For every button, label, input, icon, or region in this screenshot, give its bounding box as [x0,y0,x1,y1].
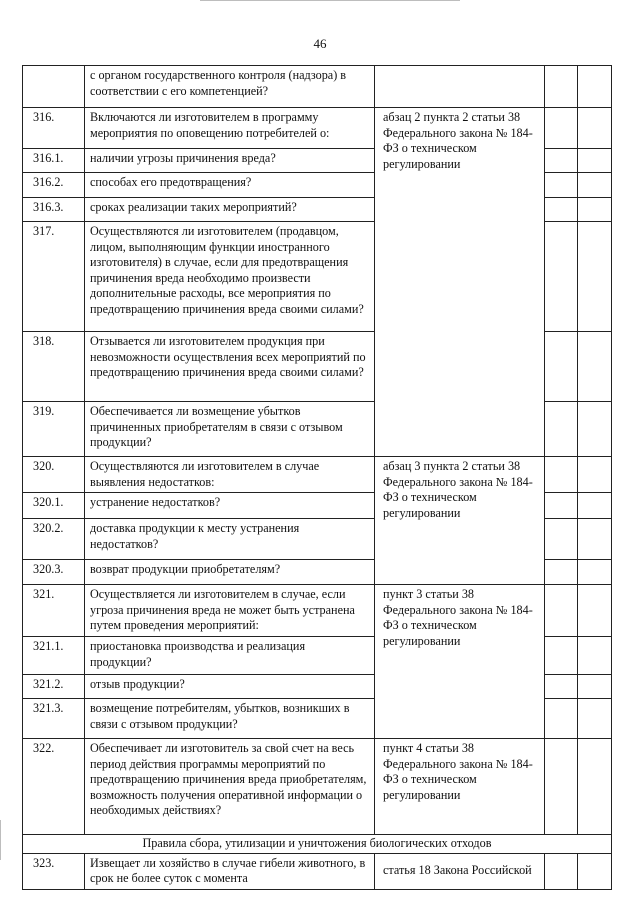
row-question: возмещение потребителям, убытков, возникших в связи с отзывом продукции? [85,698,375,738]
answer-cell-yes[interactable] [545,66,578,108]
answer-cell-no[interactable] [578,853,612,889]
answer-cell-no[interactable] [578,738,612,834]
checklist-table [22,65,612,890]
row-question: способах его предотвращения? [85,173,375,198]
answer-cell-yes[interactable] [545,149,578,173]
answer-cell-no[interactable] [578,198,612,222]
answer-cell-yes[interactable] [545,636,578,674]
answer-cell-no[interactable] [578,585,612,637]
row-number: 321. [23,585,85,637]
answer-cell-no[interactable] [578,560,612,585]
row-question: Включаются ли изготовителем в программу мероприятия по оповещению потребителей о: [85,108,375,149]
answer-cell-yes[interactable] [545,560,578,585]
row-number: 322. [23,738,85,834]
answer-cell-yes[interactable] [545,674,578,698]
answer-cell-yes[interactable] [545,457,578,493]
answer-cell-no[interactable] [578,519,612,560]
answer-cell-no[interactable] [578,149,612,173]
table-row [23,108,612,149]
answer-cell-yes[interactable] [545,222,578,332]
row-question: возврат продукции приобретателям? [85,560,375,585]
scan-artifact-left [0,820,1,860]
answer-cell-yes[interactable] [545,493,578,519]
row-question: Осуществляются ли изготовителем в случае выявления недостатков: [85,457,375,493]
answer-cell-no[interactable] [578,698,612,738]
scan-artifact-top [200,0,460,1]
answer-cell-yes[interactable] [545,402,578,457]
table-row [23,457,612,493]
answer-cell-yes[interactable] [545,332,578,402]
row-number: 320.3. [23,560,85,585]
answer-cell-yes[interactable] [545,198,578,222]
row-number: 320.2. [23,519,85,560]
row-number: 320.1. [23,493,85,519]
answer-cell-yes[interactable] [545,738,578,834]
answer-cell-yes[interactable] [545,173,578,198]
answer-cell-yes[interactable] [545,585,578,637]
row-question: приостановка производства и реализация продукции? [85,636,375,674]
row-number: 316.2. [23,173,85,198]
row-question: Осуществляется ли изготовителем в случае, если угроза причинения вреда не может быть устранена путем проведения мероприятий: [85,585,375,637]
row-question: Обеспечивает ли изготовитель за свой счет на весь период действия программы мероприятий по предотвращению причинения вреда приобретателям, возможность получения оперативной информации о необходимых действиях? [85,738,375,834]
row-number: 320. [23,457,85,493]
section-header-row [23,834,612,853]
row-number: 316.1. [23,149,85,173]
row-question: отзыв продукции? [85,674,375,698]
row-question: доставка продукции к месту устранения недостатков? [85,519,375,560]
row-number: 319. [23,402,85,457]
row-question: Обеспечивается ли возмещение убытков причиненных приобретателям в связи с отзывом продукции? [85,402,375,457]
row-number [23,66,85,108]
answer-cell-yes[interactable] [545,853,578,889]
row-number: 323. [23,853,85,889]
row-legal-reference: пункт 4 статьи 38 Федерального закона № 184-ФЗ о техническом регулировании [375,738,545,834]
answer-cell-yes[interactable] [545,698,578,738]
table-row [23,853,612,889]
table-row [23,738,612,834]
row-number: 316. [23,108,85,149]
section-title: Правила сбора, утилизации и уничтожения биологических отходов [23,834,612,853]
row-number: 318. [23,332,85,402]
row-legal-reference: абзац 3 пункта 2 статьи 38 Федерального закона № 184-ФЗ о техническом регулировании [375,457,545,585]
answer-cell-no[interactable] [578,402,612,457]
answer-cell-no[interactable] [578,457,612,493]
answer-cell-no[interactable] [578,636,612,674]
row-question: устранение недостатков? [85,493,375,519]
answer-cell-yes[interactable] [545,108,578,149]
page-number: 46 [313,36,327,51]
answer-cell-no[interactable] [578,674,612,698]
answer-cell-no[interactable] [578,66,612,108]
row-number: 317. [23,222,85,332]
row-question: Осуществляются ли изготовителем (продавцом, лицом, выполняющим функции иностранного изготовителя) в случае, если для предотвращения причинения вреда необходимо произвести дополнительные расходы, все мероприятия по предотвращению причинения вреда своими силами? [85,222,375,332]
row-question: Отзывается ли изготовителем продукция при невозможности осуществления всех мероприятий по предотвращению причинения вреда своими силами? [85,332,375,402]
row-question: сроках реализации таких мероприятий? [85,198,375,222]
row-legal-reference [375,66,545,108]
row-question: с органом государственного контроля (надзора) в соответствии с его компетенцией? [85,66,375,108]
row-question: Извещает ли хозяйство в случае гибели животного, в срок не более суток с момента [85,853,375,889]
answer-cell-yes[interactable] [545,519,578,560]
answer-cell-no[interactable] [578,173,612,198]
row-number: 321.2. [23,674,85,698]
answer-cell-no[interactable] [578,332,612,402]
row-number: 321.1. [23,636,85,674]
answer-cell-no[interactable] [578,108,612,149]
row-number: 316.3. [23,198,85,222]
table-row [23,585,612,637]
row-legal-reference: статья 18 Закона Российской [375,853,545,889]
answer-cell-no[interactable] [578,222,612,332]
row-question: наличии угрозы причинения вреда? [85,149,375,173]
table-row [23,66,612,108]
row-legal-reference: пункт 3 статьи 38 Федерального закона № 184-ФЗ о техническом регулировании [375,585,545,739]
answer-cell-no[interactable] [578,493,612,519]
row-number: 321.3. [23,698,85,738]
row-legal-reference: абзац 2 пункта 2 статьи 38 Федерального закона № 184-ФЗ о техническом регулировании [375,108,545,457]
